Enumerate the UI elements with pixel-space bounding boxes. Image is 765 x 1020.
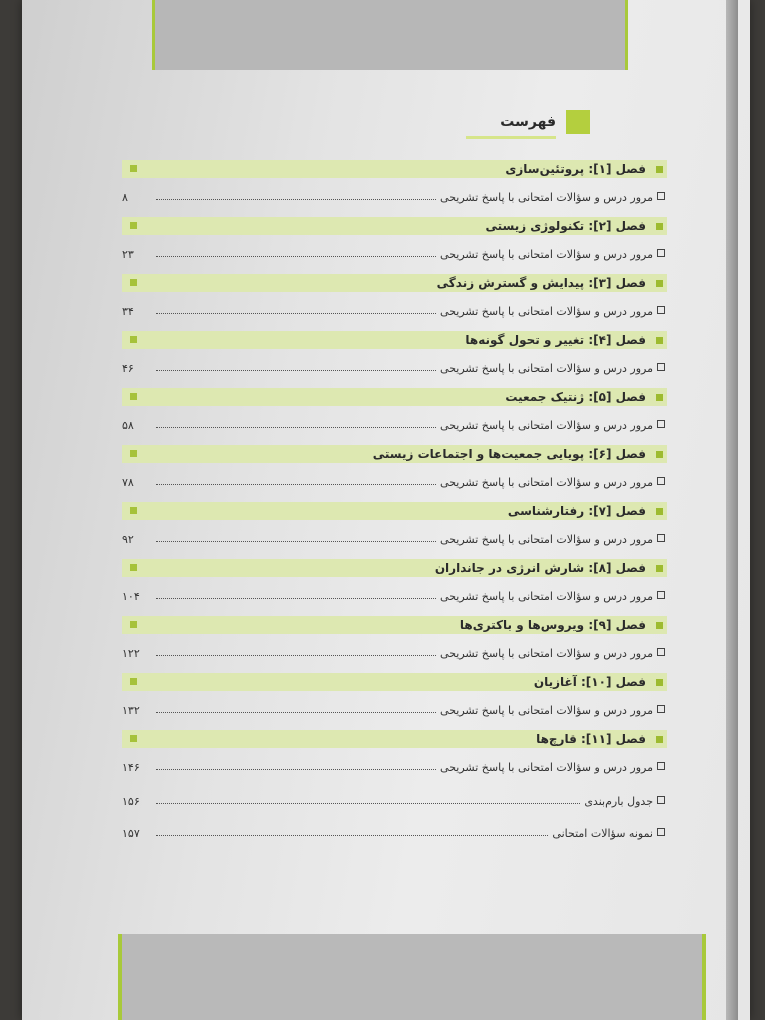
toc-entry[interactable] [122,186,667,204]
chapter-heading[interactable] [122,160,667,178]
chapter-heading[interactable] [122,730,667,748]
toc-entry[interactable] [122,585,667,603]
checkbox-square-icon [657,363,665,371]
dot-leader [156,483,436,485]
entry-text: مرور درس و سؤالات امتحانی با پاسخ تشریحی [440,305,653,318]
green-marker-icon [130,336,137,343]
page-number: ۴۶ [122,362,134,375]
checkbox-square-icon [657,477,665,485]
chapter-title: فصل [۵]: ژنتیک جمعیت [505,390,646,404]
dot-leader [156,426,436,428]
dot-leader [156,834,548,836]
square-bullet-icon [656,679,663,686]
chapter-title: فصل [۴]: تغییر و تحول گونه‌ها [465,333,646,347]
page-number: ۷۸ [122,476,134,489]
page-number: ۸ [122,191,128,204]
dot-leader [156,597,436,599]
green-marker-icon [130,564,137,571]
dot-leader [156,802,580,804]
square-bullet-icon [656,223,663,230]
entry-text: مرور درس و سؤالات امتحانی با پاسخ تشریحی [440,704,653,717]
toc-entry[interactable] [122,243,667,261]
chapter-title: فصل [۳]: پیدایش و گسترش زندگی [436,276,646,290]
page-number: ۱۵۶ [122,795,140,808]
chapter-title: فصل [۱۱]: قارچ‌ها [536,732,646,746]
square-bullet-icon [656,451,663,458]
checkbox-square-icon [657,420,665,428]
green-marker-icon [130,678,137,685]
chapter-heading[interactable] [122,616,667,634]
dot-leader [156,198,436,200]
page-number: ۲۳ [122,248,134,261]
page-number: ۱۲۲ [122,647,140,660]
toc-entry[interactable] [122,790,667,808]
toc-entry[interactable] [122,822,667,840]
entry-text: مرور درس و سؤالات امتحانی با پاسخ تشریحی [440,533,653,546]
chapter-title: فصل [۷]: رفتارشناسی [507,504,646,518]
chapter-title: فصل [۸]: شارش انرژی در جانداران [434,561,646,575]
chapter-title: فصل [۲]: تکنولوژی زیستی [485,219,646,233]
chapter-2 [122,217,667,274]
square-bullet-icon [656,508,663,515]
checkbox-square-icon [657,796,665,804]
dot-leader [156,654,436,656]
checkbox-square-icon [657,534,665,542]
entry-text: مرور درس و سؤالات امتحانی با پاسخ تشریحی [440,590,653,603]
dot-leader [156,768,436,770]
checkbox-square-icon [657,762,665,770]
bottom-gray-band [118,934,706,1020]
page-number: ۹۲ [122,533,134,546]
chapter-heading[interactable] [122,445,667,463]
checkbox-square-icon [657,306,665,314]
entry-text: مرور درس و سؤالات امتحانی با پاسخ تشریحی [440,362,653,375]
green-marker-icon [130,507,137,514]
checkbox-square-icon [657,249,665,257]
top-gray-band [152,0,628,70]
entry-text: مرور درس و سؤالات امتحانی با پاسخ تشریحی [440,248,653,261]
chapter-heading[interactable] [122,217,667,235]
toc-entry[interactable] [122,528,667,546]
entry-text: مرور درس و سؤالات امتحانی با پاسخ تشریحی [440,419,653,432]
square-bullet-icon [656,280,663,287]
square-bullet-icon [656,565,663,572]
entry-text: نمونه سؤالات امتحانی [552,827,653,840]
chapter-7 [122,502,667,559]
green-marker-icon [130,165,137,172]
square-bullet-icon [656,166,663,173]
toc-entry[interactable] [122,642,667,660]
toc-entry[interactable] [122,471,667,489]
checkbox-square-icon [657,591,665,599]
chapter-11 [122,730,667,840]
chapter-title: فصل [۹]: ویروس‌ها و باکتری‌ها [459,618,646,632]
toc-entry[interactable] [122,300,667,318]
toc-entry[interactable] [122,414,667,432]
dot-leader [156,540,436,542]
chapter-title: فصل [۶]: پویایی جمعیت‌ها و اجتماعات زیستی [372,447,646,461]
toc-header [430,110,590,140]
square-bullet-icon [656,394,663,401]
toc-entry[interactable] [122,357,667,375]
header-underline [466,136,556,139]
dot-leader [156,711,436,713]
chapter-title: فصل [۱۰]: آغازیان [533,675,646,689]
toc-entry[interactable] [122,699,667,717]
chapter-4 [122,331,667,388]
checkbox-square-icon [657,648,665,656]
chapter-10 [122,673,667,730]
square-bullet-icon [656,337,663,344]
page-number: ۳۴ [122,305,134,318]
entry-text: مرور درس و سؤالات امتحانی با پاسخ تشریحی [440,761,653,774]
book-page [22,0,750,1020]
chapter-title: فصل [۱]: پروتئین‌سازی [505,162,646,176]
chapter-heading[interactable] [122,673,667,691]
green-marker-icon [130,222,137,229]
page-number: ۱۵۷ [122,827,140,840]
entry-text: مرور درس و سؤالات امتحانی با پاسخ تشریحی [440,647,653,660]
checkbox-square-icon [657,192,665,200]
chapter-heading[interactable] [122,559,667,577]
chapter-1 [122,160,667,217]
page-number: ۱۴۶ [122,761,140,774]
checkbox-square-icon [657,705,665,713]
square-bullet-icon [656,622,663,629]
chapter-heading[interactable] [122,331,667,349]
green-marker-icon [130,450,137,457]
entry-text: مرور درس و سؤالات امتحانی با پاسخ تشریحی [440,191,653,204]
table-of-contents [122,160,667,840]
page-number: ۱۳۲ [122,704,140,717]
chapter-3 [122,274,667,331]
dot-leader [156,312,436,314]
checkbox-square-icon [657,828,665,836]
green-marker-icon [130,279,137,286]
entry-text: مرور درس و سؤالات امتحانی با پاسخ تشریحی [440,476,653,489]
square-bullet-icon [656,736,663,743]
chapter-heading[interactable] [122,274,667,292]
chapter-5 [122,388,667,445]
green-marker-icon [130,621,137,628]
dot-leader [156,369,436,371]
green-marker-icon [130,735,137,742]
toc-entry[interactable] [122,756,667,774]
page-title: فهرست [500,114,556,130]
chapter-9 [122,616,667,673]
entry-text: جدول بارم‌بندی [584,795,653,808]
dot-leader [156,255,436,257]
page-number: ۱۰۴ [122,590,140,603]
page-number: ۵۸ [122,419,134,432]
chapter-8 [122,559,667,616]
chapter-heading[interactable] [122,502,667,520]
chapter-6 [122,445,667,502]
green-marker-icon [130,393,137,400]
page-edge-shadow [726,0,738,1020]
header-green-square [566,110,590,134]
chapter-heading[interactable] [122,388,667,406]
